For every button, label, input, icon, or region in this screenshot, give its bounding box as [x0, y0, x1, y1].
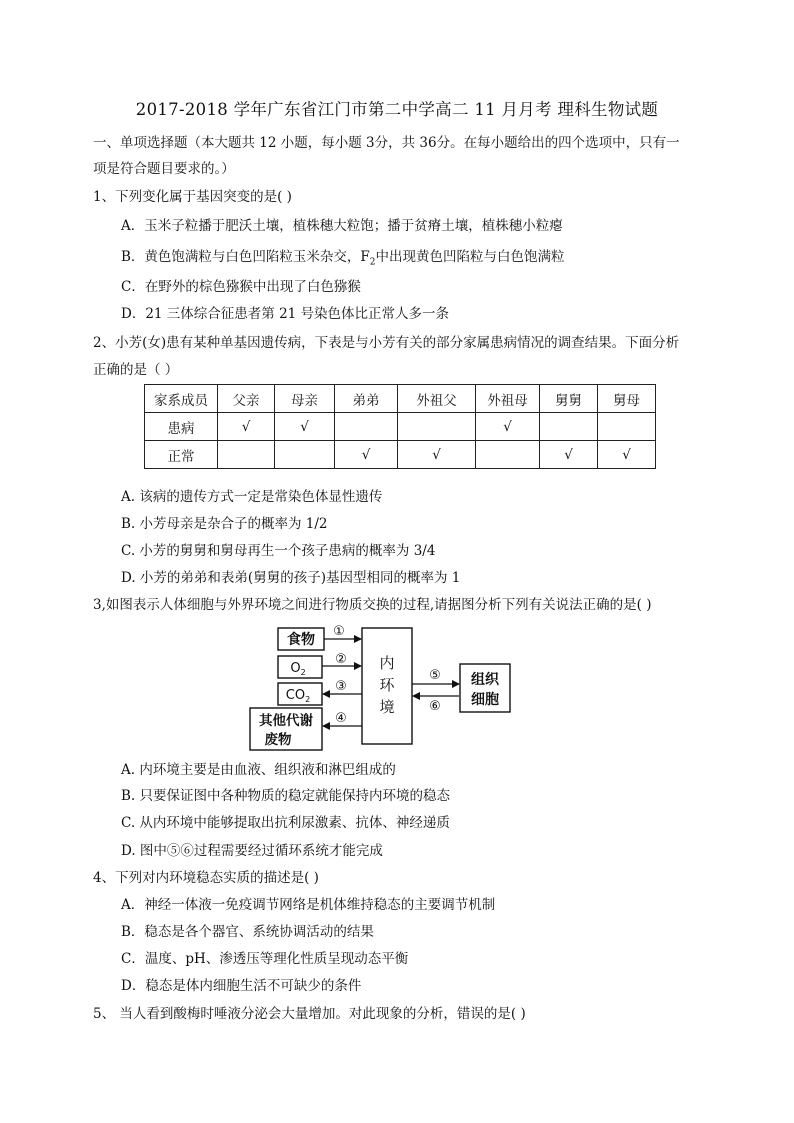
header-cell: 父亲	[218, 385, 275, 413]
check-mark: √	[476, 413, 540, 441]
q1-option-b: B．黄色饱满粒与白色凹陷粒玉米杂交，$F_2$中出现黄色凹陷粒与白色饱满粒	[121, 249, 565, 268]
q4-option-c: C．温度、pH、渗透压等理化性质呈现动态平衡	[121, 951, 409, 967]
step-number-6: ⑥	[429, 699, 441, 714]
q5-stem: 5、 当人看到酸梅时唾液分泌会大量增加。对此现象的分析，错误的是( )	[93, 1006, 526, 1022]
empty-cell	[398, 413, 476, 441]
o2-label: $O_2$	[290, 661, 306, 677]
table-row-affected	[145, 413, 656, 441]
q2-stem-line1: 2、小芳(女)患有某种单基因遗传病，下表是与小芳有关的部分家属患病情况的调查结果。下面分析	[93, 335, 680, 351]
internal-env-char-2: 环	[379, 676, 395, 694]
internal-env-char-1: 内	[379, 654, 395, 672]
section-instructions-line1: 一、单项选择题（本大题共 12 小题，每小题 3分，共 36分。在每小题给出的四个选项中，只有一	[93, 135, 680, 151]
q2-option-b: B. 小芳母亲是杂合子的概率为 1/2	[121, 516, 328, 532]
empty-cell	[218, 441, 275, 469]
check-mark: √	[540, 441, 598, 469]
waste-label-line1: 其他代谢	[259, 713, 313, 729]
step-number-5: ⑤	[429, 668, 441, 683]
q4-option-d: D．稳态是体内细胞生活不可缺少的条件	[121, 978, 362, 994]
internal-env-char-3: 境	[379, 698, 395, 716]
step-number-2: ②	[335, 652, 347, 667]
header-cell: 外祖父	[398, 385, 476, 413]
check-mark: √	[335, 441, 398, 469]
header-cell: 舅母	[598, 385, 656, 413]
q3-stem: 3,如图表示人体细胞与外界环境之间进行物质交换的过程,请据图分析下列有关说法正确的是( )	[93, 597, 652, 613]
empty-cell	[275, 441, 335, 469]
row-label: 患病	[145, 413, 218, 441]
header-cell: 母亲	[275, 385, 335, 413]
table-row-normal	[145, 441, 656, 469]
q3-option-b: B. 只要保证图中各种物质的稳定就能保持内环境的稳态	[121, 788, 451, 804]
section-instructions-line2: 项是符合题目要求的。）	[93, 161, 235, 177]
header-cell: 家系成员	[145, 385, 218, 413]
q3-option-c: C. 从内环境中能够提取出抗利尿激素、抗体、神经递质	[121, 815, 450, 831]
header-cell: 外祖母	[476, 385, 540, 413]
tissue-label-line1: 组织	[471, 672, 499, 688]
q1-stem: 1、下列变化属于基因突变的是( )	[93, 189, 292, 205]
table-header-row	[145, 385, 656, 413]
check-mark: √	[598, 441, 656, 469]
q4-option-a: A．神经一体液一免疫调节网络是机体维持稳态的主要调节机制	[121, 897, 496, 913]
step-number-4: ④	[335, 711, 347, 726]
q1-option-a: A．玉米子粒播于肥沃土壤，植株穗大粒饱；播于贫瘠土壤，植株穗小粒瘪	[121, 218, 563, 234]
check-mark: √	[275, 413, 335, 441]
empty-cell	[335, 413, 398, 441]
material-exchange-diagram	[248, 622, 518, 757]
tissue-label-line2: 细胞	[471, 692, 499, 708]
family-survey-table	[144, 384, 656, 469]
waste-label-line2: 废物	[264, 732, 292, 748]
step-number-3: ③	[335, 679, 347, 694]
empty-cell	[598, 413, 656, 441]
q3-option-a: A. 内环境主要是由血液、组织液和淋巴组成的	[121, 762, 396, 778]
q3-option-d: D. 图中⑤⑥过程需要经过循环系统才能完成	[121, 843, 383, 859]
check-mark: √	[218, 413, 275, 441]
row-label: 正常	[145, 441, 218, 469]
step-number-1: ①	[333, 624, 345, 639]
header-cell: 弟弟	[335, 385, 398, 413]
food-label: 食物	[287, 632, 315, 648]
q1-option-c: C．在野外的棕色猕猴中出现了白色猕猴	[121, 279, 361, 295]
empty-cell	[476, 441, 540, 469]
q2-option-d: D. 小芳的弟弟和表弟(舅舅的孩子)基因型相同的概率为 1	[121, 570, 461, 586]
page-title: 2017-2018 学年广东省江门市第二中学高二 11 月月考 理科生物试题	[135, 100, 659, 119]
q1-option-d: D．21 三体综合征患者第 21 号染色体比正常人多一条	[121, 306, 450, 322]
q2-stem-line2: 正确的是（ ）	[93, 362, 179, 378]
header-cell: 舅舅	[540, 385, 598, 413]
q4-option-b: B．稳态是各个器官、系统协调活动的结果	[121, 924, 374, 940]
q2-option-c: C. 小芳的舅舅和舅母再生一个孩子患病的概率为 3/4	[121, 543, 436, 559]
empty-cell	[540, 413, 598, 441]
q2-option-a: A. 该病的遗传方式一定是常染色体显性遗传	[121, 489, 383, 505]
check-mark: √	[398, 441, 476, 469]
q4-stem: 4、下列对内环境稳态实质的描述是( )	[93, 870, 319, 886]
co2-label: $CO_2$	[285, 688, 311, 704]
